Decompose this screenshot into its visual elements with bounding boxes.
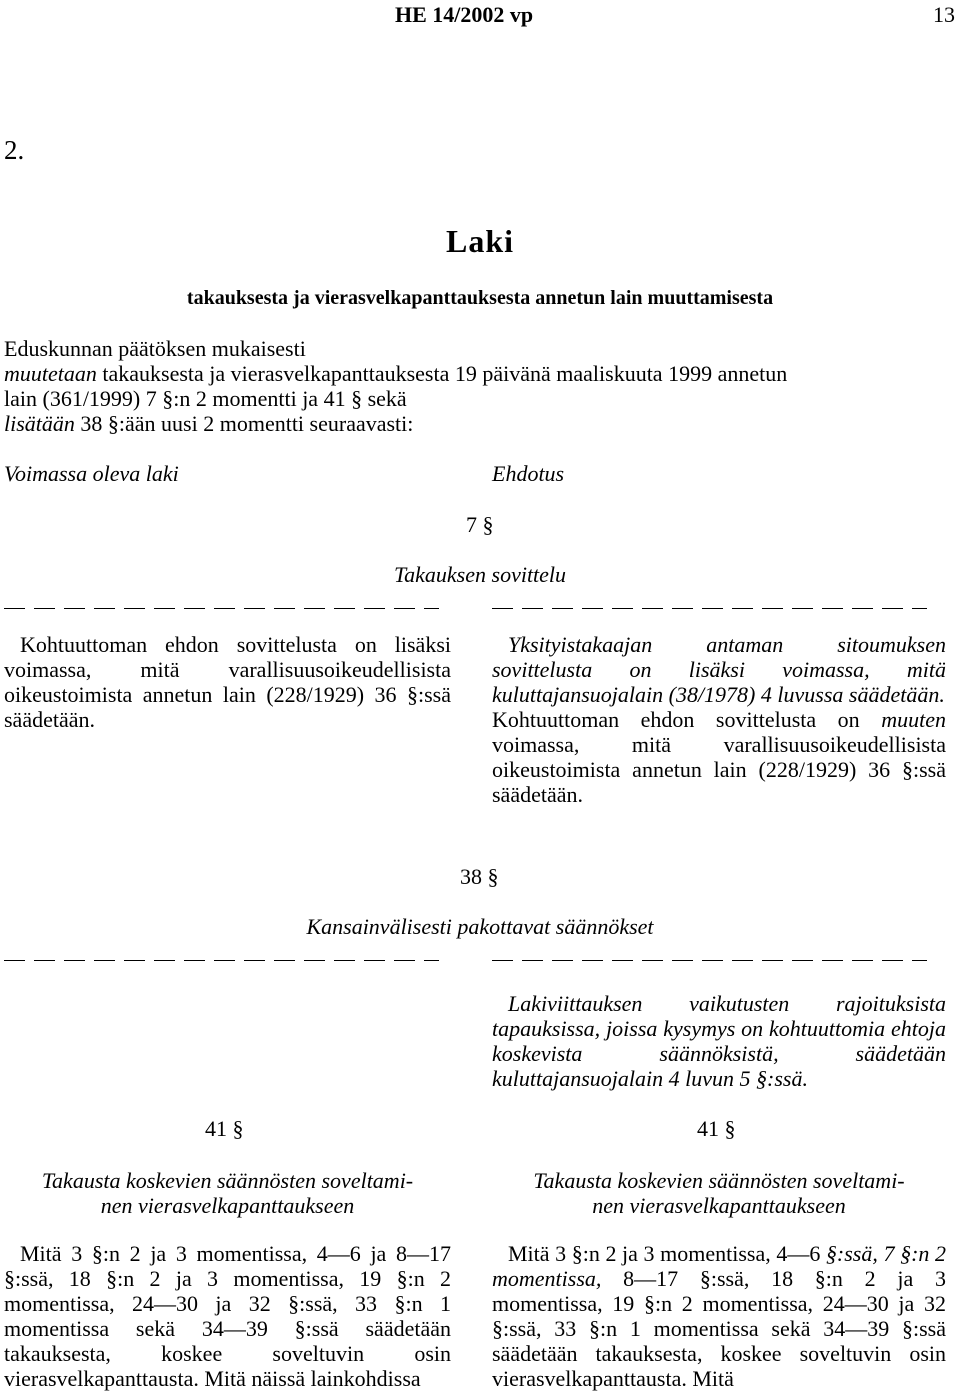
running-header [0,2,960,28]
section-7-right-paragraphs [492,632,946,807]
law-title: Laki [445,223,515,259]
section-41-left-number: 41 § [205,1116,244,1141]
preamble-verb-muutetaan: muutetaan [4,361,97,386]
section-7-right-paragraph-2: Kohtuuttoman ehdon sovittelusta on muuten voimassa, mitä varallisuusoikeudellisista oikeustoimista annetun lain (228/1929) 36 §:ssä säädetään. [492,707,946,807]
section-38-heading: Kansainvälisesti pakottavat säännökset [306,914,654,939]
section-38-number: 38 § [460,864,499,889]
page-number: 13 [933,2,955,27]
right-omission-dashes-2 [492,959,927,963]
law-subtitle: takauksesta ja vierasvelkapanttauksesta annetun lain muuttamisesta [186,287,774,309]
right-column-heading: Ehdotus [492,461,565,486]
left-column-heading: Voimassa oleva laki [4,461,179,486]
preamble-line-3: lain (361/1999) 7 §:n 2 momentti ja 41 § sekä [4,386,407,411]
section-number: 2. [4,135,25,165]
section-7-heading: Takauksen sovittelu [393,562,567,587]
document-id: HE 14/2002 vp [395,2,534,27]
preamble [4,336,960,436]
section-41-left-heading: Takausta koskevien säännösten soveltami- nen vierasvelkapanttaukseen [41,1168,414,1218]
right-omission-dashes-1 [492,607,927,611]
preamble-line-4: lisätään 38 §:ään uusi 2 momentti seuraavasti: [4,411,414,436]
section-38-right-paragraph: Lakiviittauksen vaikutusten rajoituksista tapauksissa, joissa kysymys on kohtuuttomia ehtoja koskevista säännöksistä, säädetään kuluttajansuojalain 4 luvun 5 §:ssä. [492,991,946,1091]
section-7-left-paragraph: Kohtuuttoman ehdon sovittelusta on lisäksi voimassa, mitä varallisuusoikeudellisista oikeustoimista annetun lain (228/1929) 36 §:ssä säädetään. [4,632,451,732]
section-41-right-paragraph: Mitä 3 §:n 2 ja 3 momentissa, 4—6 §:ssä, 7 §:n 2 momentissa, 8—17 §:ssä, 18 §:n 2 ja 3 momentissa, 19 §:n 2 momentissa, 24—30 ja 32 §:ssä, 33 §:n 1 momentissa sekä 34—39 §:ssä säädetään takauksesta, koskee soveltuvin osin vierasvelkapanttausta. Mitä [492,1241,946,1391]
section-41-right-heading: Takausta koskevien säännösten soveltami- nen vierasvelkapanttaukseen [533,1168,905,1218]
section-41-right-number: 41 § [697,1116,736,1141]
left-omission-dashes-2 [4,959,439,963]
section-41-left-paragraph: Mitä 3 §:n 2 ja 3 momentissa, 4—6 ja 8—17 §:ssä, 18 §:n 2 ja 3 momentissa, 19 §:n 2 momentissa, 24—30 ja 32 §:ssä, 33 §:n 1 momentissa sekä 34—39 §:ssä säädetään takauksesta, koskee soveltuvin osin vierasvelkapanttausta. Mitä näissä lainkohdissa [4,1241,451,1391]
section-7-number: 7 § [466,512,494,537]
preamble-line-1: Eduskunnan päätöksen mukaisesti [4,336,306,361]
preamble-line-2: muutetaan takauksesta ja vierasvelkapanttauksesta 19 päivänä maaliskuuta 1999 annetun [4,361,788,386]
section-7-right-paragraph-1: Yksityistakaajan antaman sitoumuksen sovittelusta on lisäksi voimassa, mitä kuluttajansuojalain (38/1978) 4 luvussa säädetään. [492,632,946,707]
left-omission-dashes-1 [4,607,439,611]
preamble-verb-lisataan: lisätään [4,411,75,436]
